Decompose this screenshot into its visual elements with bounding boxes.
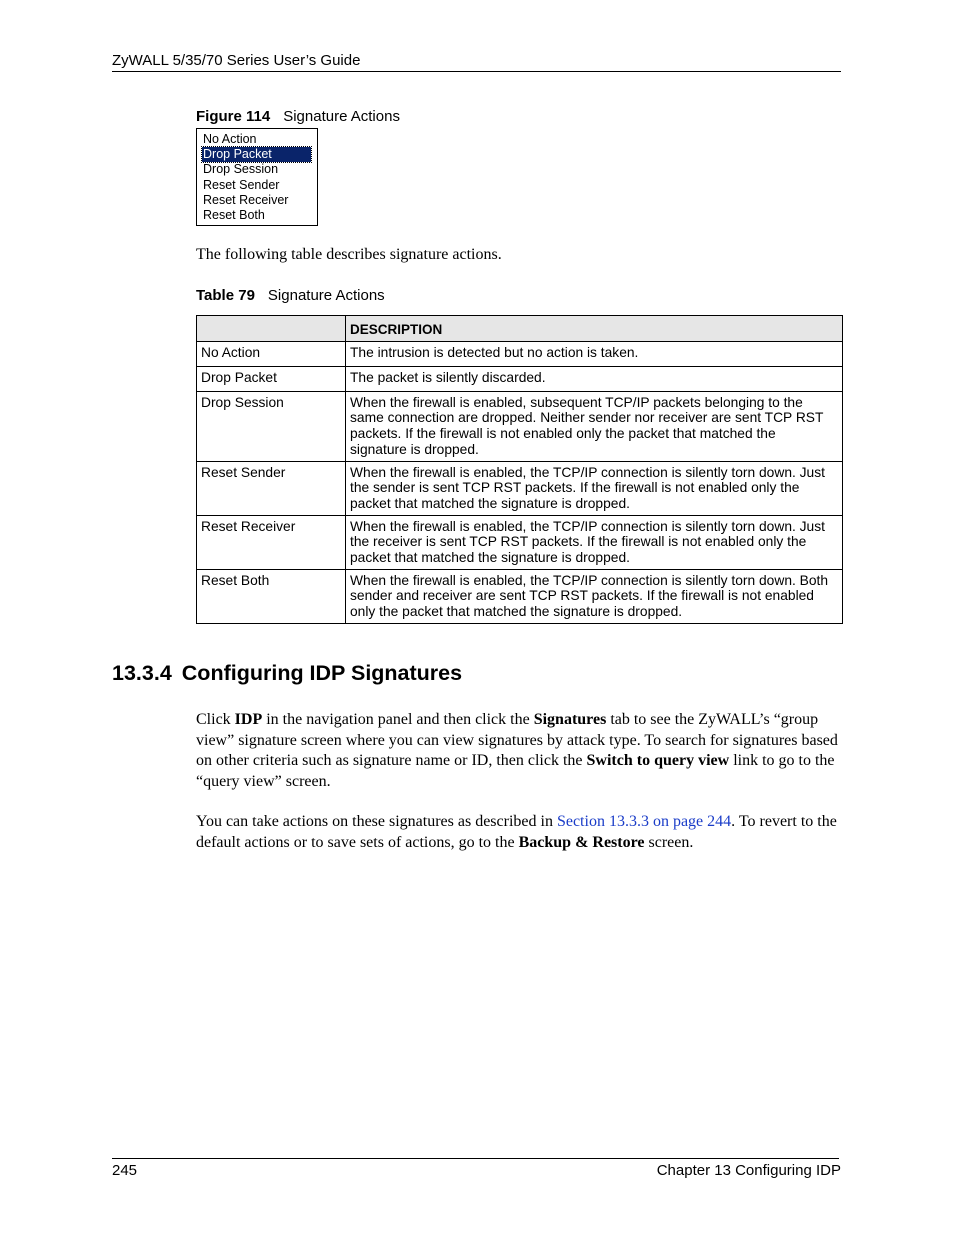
table-header-row <box>197 316 843 342</box>
section-title: Configuring IDP Signatures <box>181 661 463 685</box>
para-text: link to go to the “query view” screen. <box>196 752 835 790</box>
signature-action-listbox[interactable] <box>196 128 318 226</box>
para-text: You can take actions on these signatures as described in <box>196 813 557 830</box>
para-bold-idp: IDP <box>234 711 263 728</box>
header-divider <box>112 71 841 72</box>
footer-divider <box>112 1158 839 1159</box>
table-cell-action: Reset Both <box>197 569 346 623</box>
listbox-option-no-action[interactable]: No Action <box>203 132 257 146</box>
section-cross-reference-link[interactable]: Section 13.3.3 on page 244 <box>556 813 732 830</box>
table-row <box>197 341 843 366</box>
table-cell-description: When the firewall is enabled, subsequent TCP/IP packets belonging to the same connection are dropped. Neither sender nor receiver are sent TCP RST packets. If the firewall is not enabled only the packet that matched the signature is dropped. <box>346 391 843 461</box>
section-heading <box>112 661 462 686</box>
para-text: screen. <box>644 833 694 851</box>
table-cell-action: Drop Session <box>197 391 346 461</box>
signature-actions-table <box>196 315 843 624</box>
table-cell-action: Drop Packet <box>197 366 346 391</box>
figure-number: Figure 114 <box>196 108 271 125</box>
listbox-option-drop-packet[interactable]: Drop Packet <box>202 147 311 162</box>
table-cell-action: Reset Receiver <box>197 515 346 569</box>
para-text: Click <box>196 711 235 728</box>
listbox-option-reset-sender[interactable]: Reset Sender <box>203 177 280 192</box>
table-header-description: DESCRIPTION <box>346 316 843 342</box>
listbox-option-drop-session[interactable]: Drop Session <box>203 162 279 177</box>
table-title: Signature Actions <box>267 287 385 304</box>
body-paragraph-idp-signatures <box>196 710 842 792</box>
page-number: 245 <box>112 1162 138 1179</box>
table-cell-description: When the firewall is enabled, the TCP/IP connection is silently torn down. Just the sender is sent TCP RST packets. If the firewall is not enabled only the packet that matched the signature is dropped. <box>346 461 843 515</box>
running-header: ZyWALL 5/35/70 Series User’s Guide <box>112 52 361 69</box>
table-caption <box>196 287 385 304</box>
para-bold-backup-restore: Backup & Restore <box>518 833 645 851</box>
table-cell-description: When the firewall is enabled, the TCP/IP connection is silently torn down. Both sender and receiver are sent TCP RST packets. If the firewall is not enabled only the packet that matched the signature is dropped. <box>346 569 843 623</box>
para-text: . To revert to the default actions or to save sets of actions, go to the <box>196 813 837 851</box>
intro-text: The following table describes signature actions. <box>196 246 502 263</box>
chapter-footer: Chapter 13 Configuring IDP <box>656 1162 841 1179</box>
table-header-action <box>197 316 346 342</box>
para-bold-signatures: Signatures <box>533 711 607 728</box>
table-cell-description: When the firewall is enabled, the TCP/IP connection is silently torn down. Just the receiver is sent TCP RST packets. If the firewall is not enabled only the packet that matched the signature is dropped. <box>346 515 843 569</box>
table-cell-description: The intrusion is detected but no action is taken. <box>346 341 843 366</box>
body-paragraph-actions <box>196 812 842 853</box>
listbox-option-reset-both[interactable]: Reset Both <box>203 207 265 222</box>
table-row <box>197 461 843 515</box>
table-row <box>197 569 843 623</box>
figure-caption <box>196 108 400 125</box>
figure-title: Signature Actions <box>283 108 400 125</box>
table-row <box>197 515 843 569</box>
table-number: Table 79 <box>196 287 255 304</box>
para-text: tab to see the ZyWALL’s “group view” signature screen where you can view signatures by attack type. To search for signatures based on other criteria such as signature name or ID, then click the <box>196 711 838 769</box>
listbox-option-reset-receiver[interactable]: Reset Receiver <box>203 192 289 207</box>
section-number: 13.3.4 <box>112 661 172 685</box>
table-cell-action: Reset Sender <box>197 461 346 515</box>
table-cell-action: No Action <box>197 341 346 366</box>
para-bold-switch-to-query-view: Switch to query view <box>586 752 730 769</box>
para-text: in the navigation panel and then click the <box>262 711 534 728</box>
table-row <box>197 366 843 391</box>
table-row <box>197 391 843 461</box>
table-cell-description: The packet is silently discarded. <box>346 366 843 391</box>
